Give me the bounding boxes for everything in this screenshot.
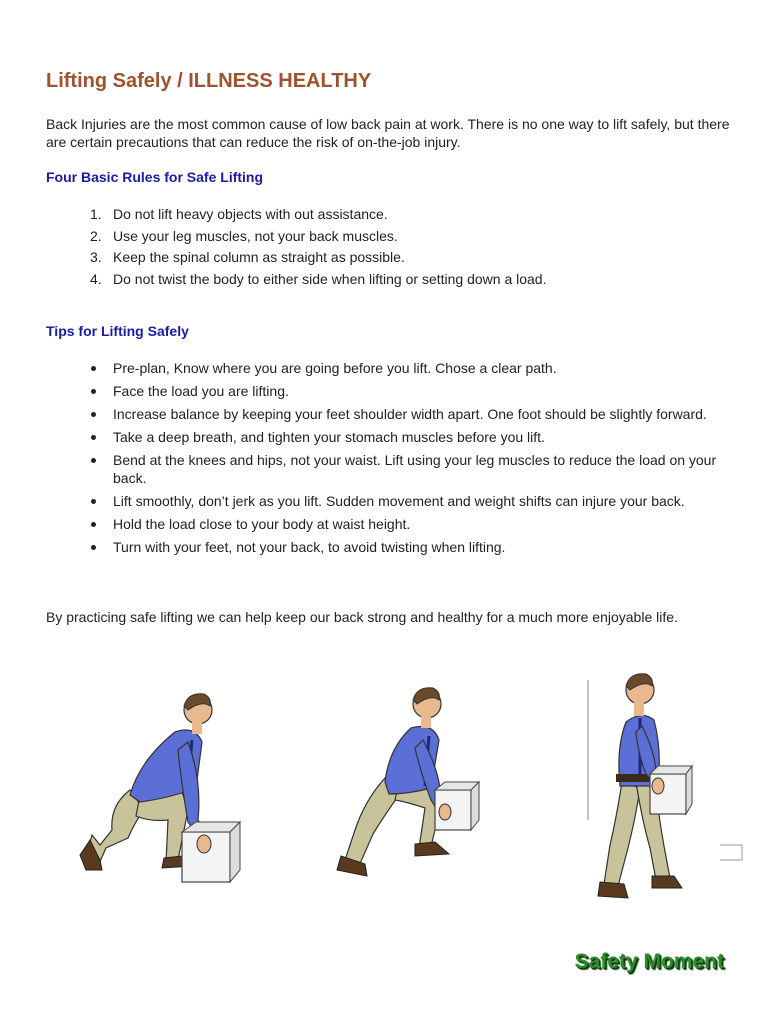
rules-heading: Four Basic Rules for Safe Lifting xyxy=(46,169,264,185)
rule-item xyxy=(90,227,730,249)
rule-item xyxy=(90,248,730,270)
tip-text: Turn with your feet, not your back, to avoid twisting when lifting. xyxy=(113,539,506,555)
bullet-icon xyxy=(91,412,96,417)
rule-text: Do not twist the body to either side when lifting or setting down a load. xyxy=(113,270,547,287)
tips-heading: Tips for Lifting Safely xyxy=(46,323,189,339)
tip-text: Hold the load close to your body at waist height. xyxy=(113,516,411,532)
rule-item xyxy=(90,270,730,292)
kneeling-lift-figure xyxy=(70,670,250,900)
bullet-icon xyxy=(91,545,96,550)
rule-text: Use your leg muscles, not your back muscles. xyxy=(113,227,398,244)
intro-paragraph: Back Injuries are the most common cause of low back pain at work. There is no one way to lift safely, but there are certain precautions that can reduce the risk of on-the-job injury. xyxy=(46,116,730,150)
rule-number: 3. xyxy=(90,249,102,265)
tip-item xyxy=(90,382,730,400)
tip-text: Face the load you are lifting. xyxy=(113,383,289,399)
tip-text: Lift smoothly, don’t jerk as you lift. Sudden movement and weight shifts can injure your back. xyxy=(113,493,685,509)
tip-item xyxy=(90,492,730,510)
safety-moment-logo: Safety Moment xyxy=(574,950,724,973)
rule-text: Keep the spinal column as straight as possible. xyxy=(113,249,405,265)
crouching-lift-figure xyxy=(315,670,495,900)
bullet-icon xyxy=(91,499,96,504)
bullet-icon xyxy=(91,435,96,440)
tip-item xyxy=(90,428,730,446)
tips-list xyxy=(90,359,730,561)
tip-text: Bend at the knees and hips, not your waist. Lift using your leg muscles to reduce the load on your back. xyxy=(113,452,717,486)
rule-text: Do not lift heavy objects with out assistance. xyxy=(113,206,388,222)
tip-text: Pre-plan, Know where you are going before you lift. Chose a clear path. xyxy=(113,360,557,376)
bullet-icon xyxy=(91,522,96,527)
bullet-icon xyxy=(91,366,96,371)
tip-item xyxy=(90,451,730,487)
tip-item xyxy=(90,405,730,423)
tip-item xyxy=(90,538,730,556)
closing-paragraph: By practicing safe lifting we can help keep our back strong and healthy for a much more enjoyable life. xyxy=(46,609,678,625)
rule-number: 4. xyxy=(90,270,102,287)
tip-item xyxy=(90,515,730,533)
tip-text: Increase balance by keeping your feet shoulder width apart. One foot should be slightly forward. xyxy=(113,406,707,422)
lifting-illustrations xyxy=(70,670,750,920)
rule-number: 1. xyxy=(90,206,102,222)
tip-item xyxy=(90,359,730,377)
bullet-icon xyxy=(91,389,96,394)
page-title: Lifting Safely / ILLNESS HEALTHY xyxy=(46,70,372,92)
standing-carry-figure xyxy=(570,670,750,910)
rules-list xyxy=(90,205,730,291)
tip-text: Take a deep breath, and tighten your stomach muscles before you lift. xyxy=(113,429,545,445)
bullet-icon xyxy=(91,458,96,463)
rule-item xyxy=(90,205,730,227)
rule-number: 2. xyxy=(90,227,102,244)
